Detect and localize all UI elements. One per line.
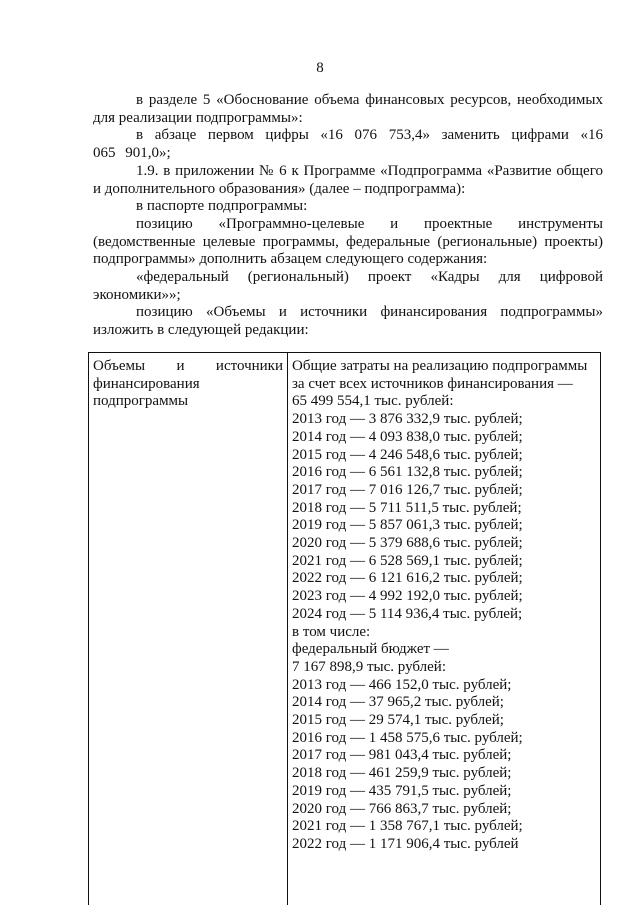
funding-line: 2024 год — 5 114 936,4 тыс. рублей;	[292, 605, 523, 622]
left-cell-line: подпрограммы	[93, 393, 189, 410]
funding-line: 2013 год — 3 876 332,9 тыс. рублей;	[292, 411, 523, 428]
funding-line: 2015 год — 29 574,1 тыс. рублей;	[292, 712, 504, 729]
left-cell-word: и	[176, 358, 185, 374]
paragraph-federal-project: «федеральный (региональный) проект «Кадры для цифровой экономики»»;	[93, 269, 603, 303]
paragraph-section-5: в разделе 5 «Обоснование объема финансовых ресурсов, необходимых для реализации подпрограммы»:	[93, 92, 603, 126]
funding-line: 65 499 554,1 тыс. рублей:	[292, 393, 454, 410]
funding-line: 2016 год — 6 561 132,8 тыс. рублей;	[292, 464, 523, 481]
paragraph-replace-figures: в абзаце первом цифры «16 076 753,4» заменить цифрами «16 065 901,0»;	[93, 127, 603, 162]
table-column-divider	[287, 352, 288, 905]
funding-line: 2018 год — 461 259,9 тыс. рублей;	[292, 765, 512, 782]
funding-line: 2018 год — 5 711 511,5 тыс. рублей;	[292, 499, 522, 516]
left-cell-word: Объемы	[93, 358, 146, 374]
funding-line: 2023 год — 4 992 192,0 тыс. рублей;	[292, 588, 523, 605]
body-text	[93, 92, 603, 340]
funding-line: 2015 год — 4 246 548,6 тыс. рублей;	[292, 446, 523, 463]
funding-line: 2014 год — 4 093 838,0 тыс. рублей;	[292, 428, 523, 445]
left-cell-word: источники	[215, 358, 283, 374]
funding-line: 2013 год — 466 152,0 тыс. рублей;	[292, 676, 512, 693]
funding-line: 2016 год — 1 458 575,6 тыс. рублей;	[292, 729, 523, 746]
funding-line: 2020 год — 5 379 688,6 тыс. рублей;	[292, 535, 523, 552]
paragraph-program-tools: позицию «Программно-целевые и проектные инструменты (ведомственные целевые программы, федеральные (региональные) проекты) подпрограммы» дополнить абзацем следующего содержания:	[93, 215, 603, 268]
funding-line: 2019 год — 5 857 061,3 тыс. рублей;	[292, 517, 523, 534]
funding-line: в том числе:	[292, 623, 371, 640]
paragraph-appendix-6: 1.9. в приложении № 6 к Программе «Подпрограмма «Развитие общего и дополнительного образования» (далее – подпрограмма):	[93, 162, 603, 197]
paragraph-funding-position: позицию «Объемы и источники финансирования подпрограммы» изложить в следующей редакции:	[93, 304, 603, 339]
funding-line: за счет всех источников финансирования —	[292, 375, 573, 392]
page-number: 8	[316, 60, 324, 76]
left-cell-line	[93, 358, 283, 376]
funding-line: Общие затраты на реализацию подпрограммы	[292, 358, 588, 374]
funding-line: 2022 год — 1 171 906,4 тыс. рублей	[292, 835, 519, 852]
funding-line: 7 167 898,9 тыс. рублей:	[292, 658, 446, 675]
funding-line: 2021 год — 6 528 569,1 тыс. рублей;	[292, 552, 523, 569]
funding-line: 2021 год — 1 358 767,1 тыс. рублей;	[292, 818, 523, 835]
left-cell-line: финансирования	[93, 375, 200, 392]
funding-line: федеральный бюджет —	[292, 641, 449, 658]
funding-line: 2017 год — 981 043,4 тыс. рублей;	[292, 747, 512, 764]
funding-line: 2014 год — 37 965,2 тыс. рублей;	[292, 694, 504, 711]
paragraph-passport: в паспорте подпрограммы:	[136, 198, 308, 215]
funding-line: 2017 год — 7 016 126,7 тыс. рублей;	[292, 481, 523, 498]
funding-line: 2019 год — 435 791,5 тыс. рублей;	[292, 782, 512, 799]
funding-line: 2020 год — 766 863,7 тыс. рублей;	[292, 800, 512, 817]
funding-line: 2022 год — 6 121 616,2 тыс. рублей;	[292, 570, 523, 587]
table-left-cell	[93, 358, 283, 411]
table-right-cell	[292, 358, 598, 854]
